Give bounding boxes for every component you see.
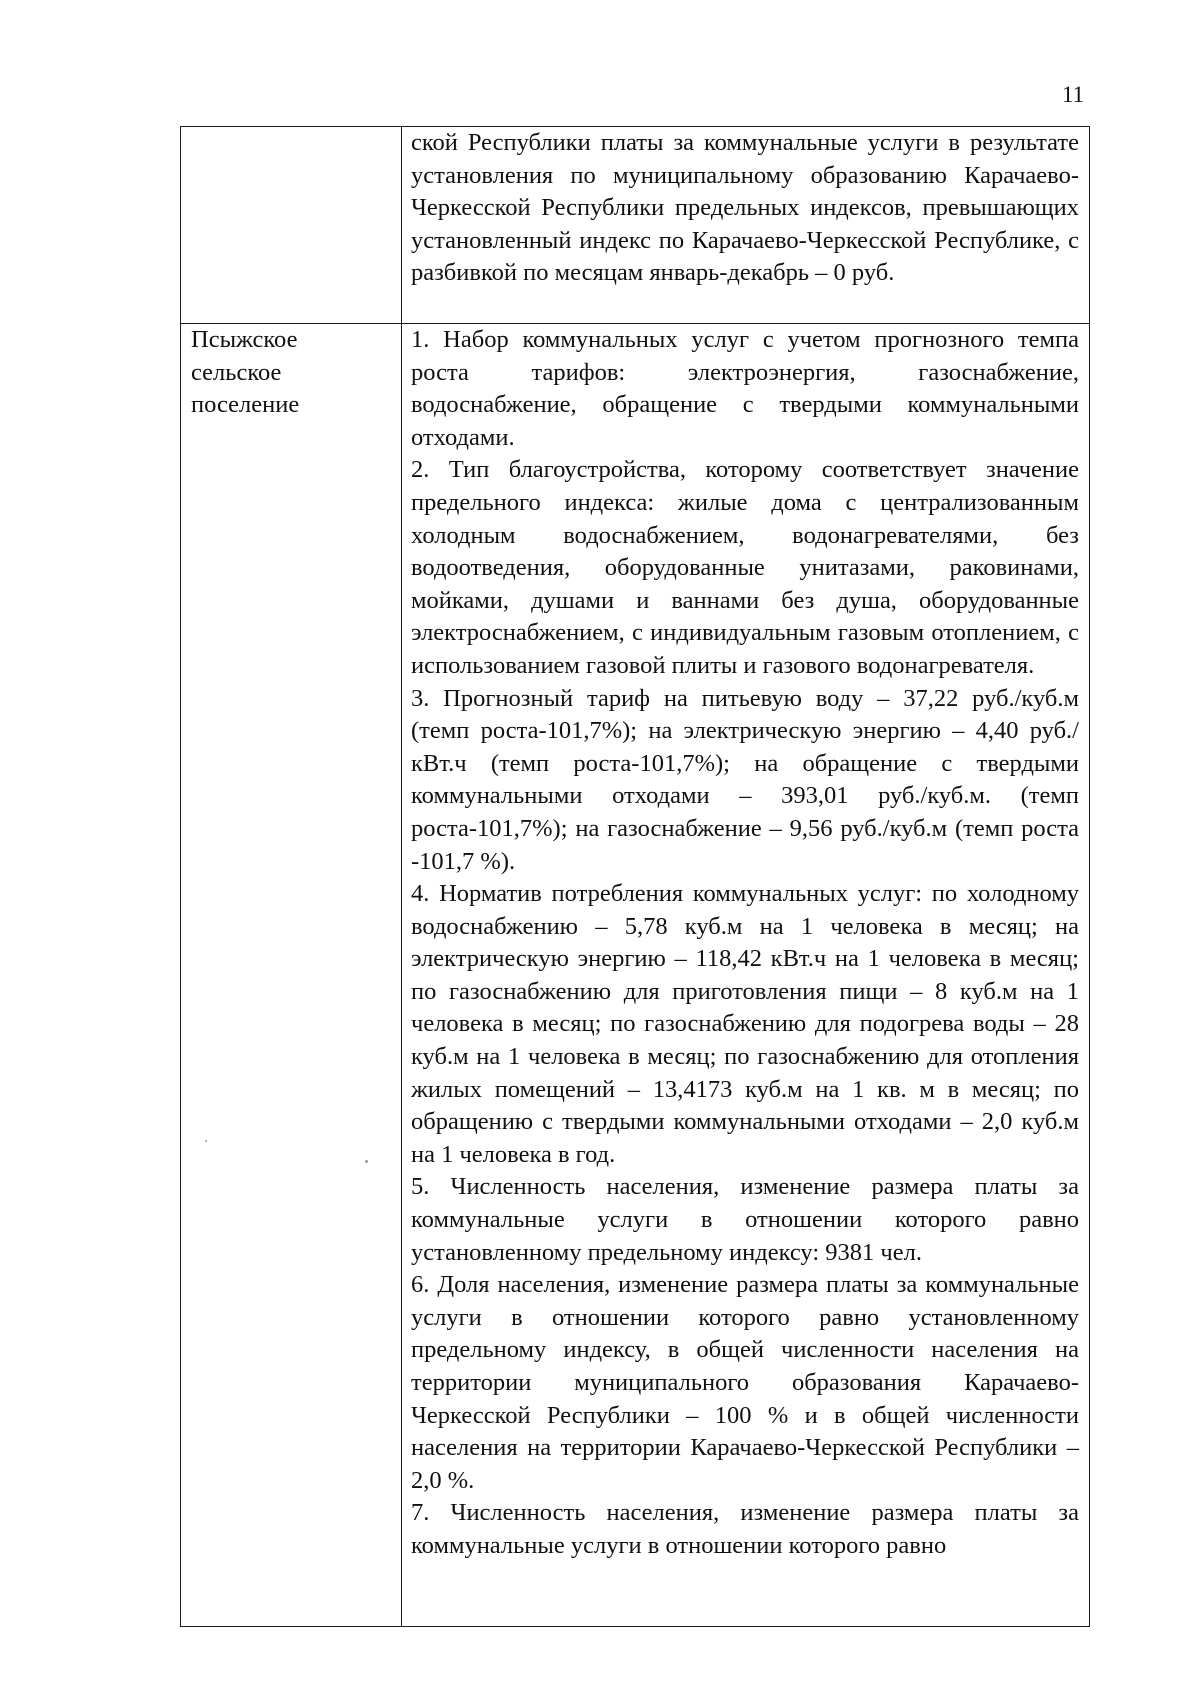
settlement-cell-empty (181, 127, 402, 324)
scan-speck (365, 1160, 368, 1163)
page-number: 11 (1062, 82, 1085, 107)
table-row-psyzh (181, 324, 1090, 1627)
continuation-cell (402, 127, 1090, 324)
indicator-item-2: 2. Тип благоустройства, которому соответствует значение предельного индекса: жилые дома с централизованным холодным водоснабжением, водонагревателями, без водоотведения, оборудованные унитазами, раковинами, мойками, душами и ваннами без душа, оборудованные электроснабжением, с индивидуальным газовым отоплением, с использованием газовой плиты и газового водонагревателя. (411, 456, 1079, 679)
indicators-cell (402, 324, 1090, 1627)
continuation-paragraph: ской Республики платы за коммунальные услуги в результате установления по муниципальному образованию Карачаево-Черкесской Республики предельных индексов, превышающих установленный индекс по Карачаево-Черкесской Республике, с разбивкой по месяцам январь-декабрь – 0 руб. (411, 129, 1079, 287)
scan-speck (205, 1140, 207, 1142)
table-row-continuation (181, 127, 1090, 324)
indicator-item-1: 1. Набор коммунальных услуг с учетом прогнозного темпа роста тарифов: электроэнергия, газоснабжение, водоснабжение, обращение с твердыми коммунальными отходами. (411, 326, 1079, 451)
indicator-item-4: 4. Норматив потребления коммунальных услуг: по холодному водоснабжению – 5,78 куб.м на 1 человека в месяц; на электрическую энергию – 118,42 кВт.ч на 1 человека в месяц; по газоснабжению для приготовления пищи – 8 куб.м на 1 человека в месяц; по газоснабжению для подогрева воды – 28 куб.м на 1 человека в месяц; по газоснабжению для отопления жилых помещений – 13,4173 куб.м на 1 кв. м в месяц; по обращению с твердыми коммунальными отходами – 2,0 куб.м на 1 человека в год. (411, 880, 1079, 1168)
indicator-item-5: 5. Численность населения, изменение размера платы за коммунальные услуги в отношении которого равно установленному предельному индексу: 9381 чел. (411, 1173, 1079, 1266)
indicator-item-3: 3. Прогнозный тариф на питьевую воду – 37,22 руб./куб.м (темп роста-101,7%); на электрическую энергию – 4,40 руб./кВт.ч (темп роста-101,7%); на обращение с твердыми коммунальными отходами – 393,01 руб./куб.м. (темп роста-101,7%); на газоснабжение – 9,56 руб./куб.м (темп роста -101,7 %). (411, 684, 1079, 875)
indicator-item-7: 7. Численность населения, изменение размера платы за коммунальные услуги в отношении которого равно (411, 1499, 1079, 1559)
indicator-item-6: 6. Доля населения, изменение размера платы за коммунальные услуги в отношении которого равно установленному предельному индексу, в общей численности населения на территории муниципального образования Карачаево-Черкесской Республики – 100 % и в общей численности населения на территории Карачаево-Черкесской Республики – 2,0 %. (411, 1271, 1079, 1494)
settlement-name-cell: Псыжское сельское поселение (181, 324, 402, 1627)
municipal-utilities-table (180, 126, 1090, 1627)
